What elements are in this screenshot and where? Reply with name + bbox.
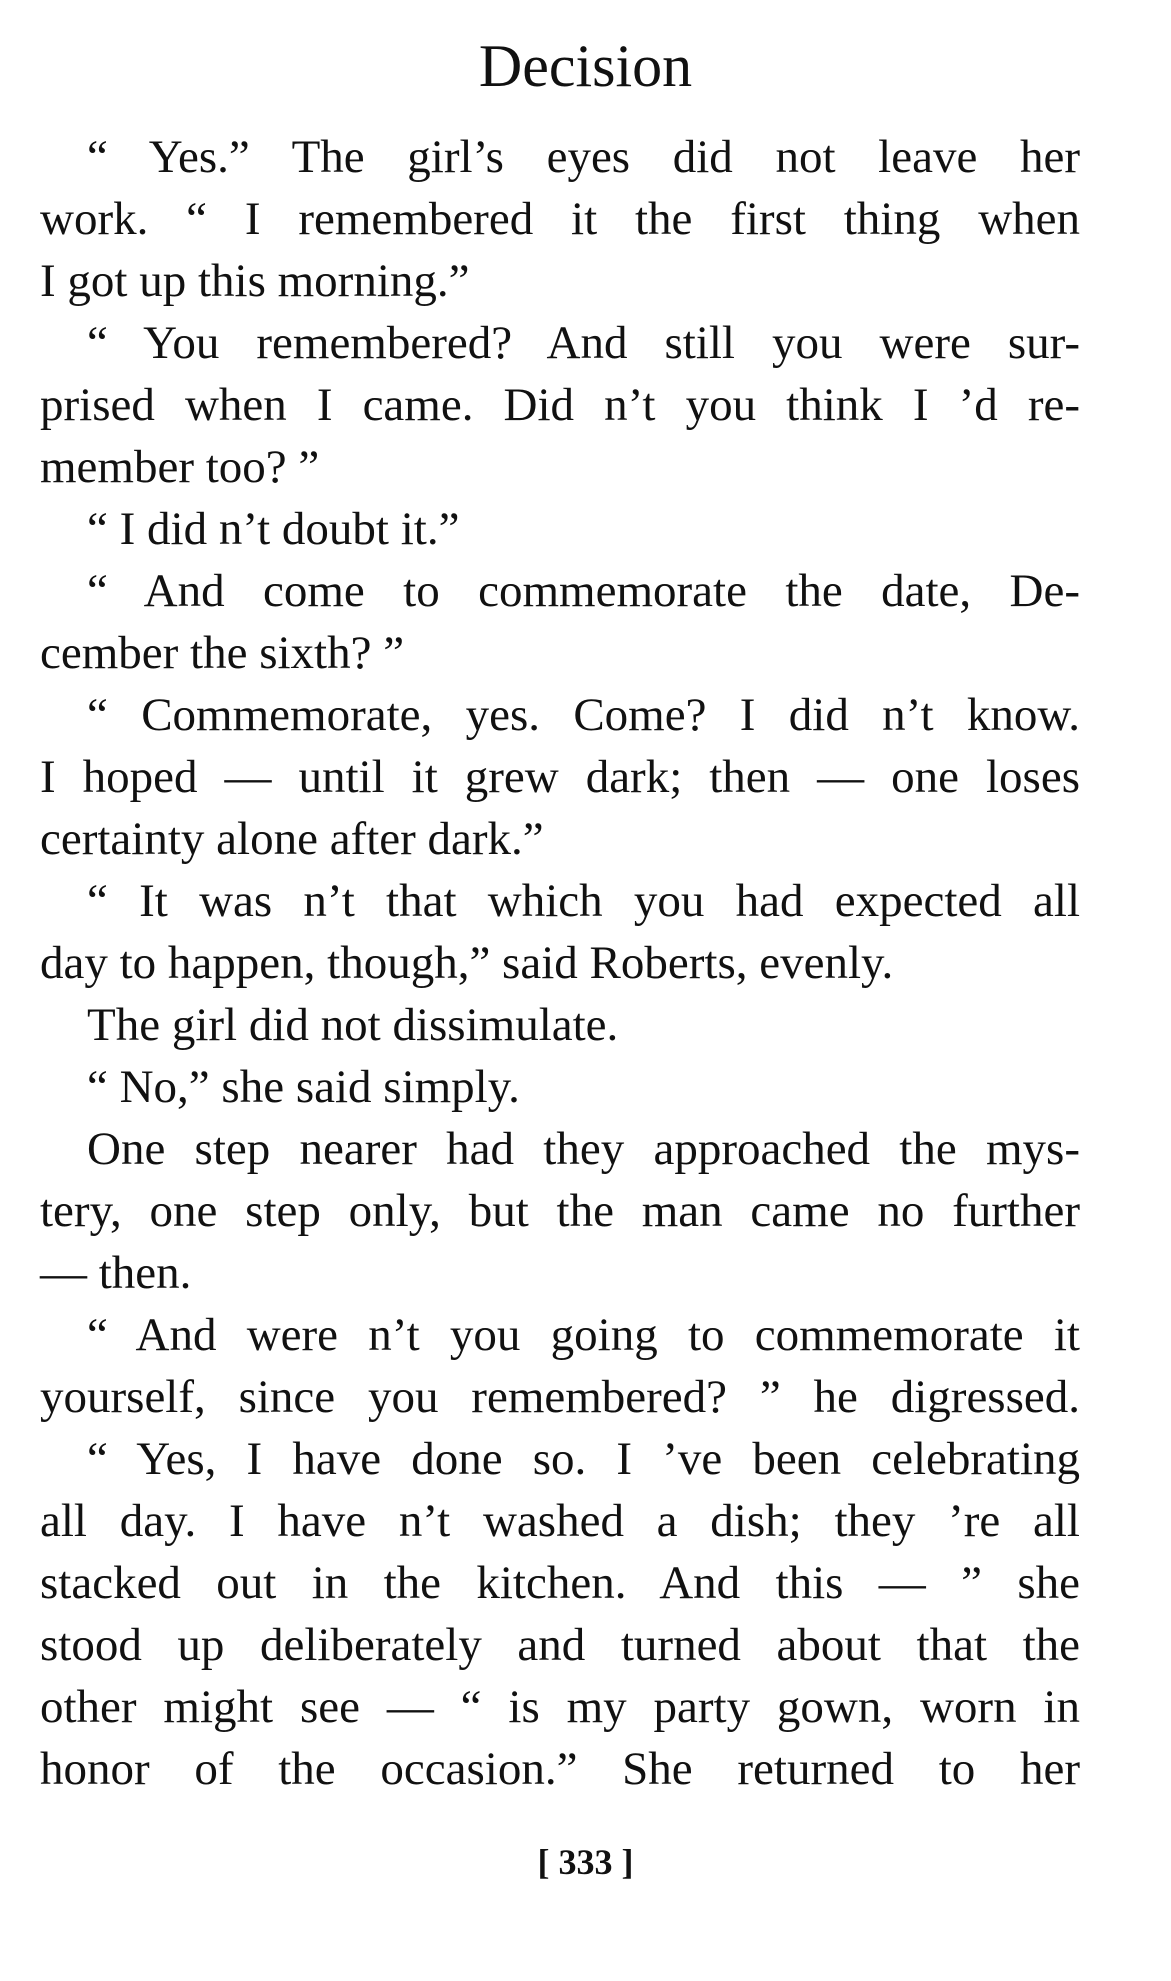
text-line: tery, one step only, but the man came no further: [40, 1185, 1080, 1237]
text-line: “ I did n’t doubt it.”: [87, 503, 460, 555]
text-line: — then.: [40, 1247, 192, 1299]
text-line: “ Yes, I have done so. I ’ve been celebrating: [87, 1433, 1080, 1485]
text-line: “ No,” she said simply.: [87, 1061, 520, 1113]
text-line: certainty alone after dark.”: [40, 813, 544, 865]
text-line: “ And were n’t you going to commemorate it: [87, 1309, 1080, 1361]
text-line: One step nearer had they approached the mys-: [87, 1123, 1080, 1175]
body-text: [40, 126, 1080, 1800]
text-line: “ Yes.” The girl’s eyes did not leave her: [87, 131, 1080, 183]
text-line: The girl did not dissimulate.: [87, 999, 619, 1051]
text-line: all day. I have n’t washed a dish; they ’re all: [40, 1495, 1080, 1547]
text-line: honor of the occasion.” She returned to her: [40, 1743, 1080, 1795]
text-line: “ You remembered? And still you were sur-: [87, 317, 1080, 369]
text-line: day to happen, though,” said Roberts, evenly.: [40, 937, 894, 989]
text-line: stacked out in the kitchen. And this — ” she: [40, 1557, 1080, 1609]
text-line: prised when I came. Did n’t you think I ’d re-: [40, 379, 1080, 431]
page-number: [ 333 ]: [537, 1842, 634, 1882]
text-line: I got up this morning.”: [40, 255, 470, 307]
running-head: Decision: [478, 33, 693, 99]
text-line: other might see — “ is my party gown, worn in: [40, 1681, 1080, 1733]
text-line: cember the sixth? ”: [40, 627, 405, 679]
text-line: yourself, since you remembered? ” he digressed.: [40, 1371, 1080, 1423]
text-line: “ It was n’t that which you had expected all: [87, 875, 1080, 927]
text-line: member too? ”: [40, 441, 320, 493]
text-line: stood up deliberately and turned about that the: [40, 1619, 1080, 1671]
text-line: “ Commemorate, yes. Come? I did n’t know.: [87, 689, 1080, 741]
text-line: work. “ I remembered it the first thing when: [40, 193, 1080, 245]
text-line: I hoped — until it grew dark; then — one loses: [40, 751, 1080, 803]
text-line: “ And come to commemorate the date, De-: [87, 565, 1080, 617]
